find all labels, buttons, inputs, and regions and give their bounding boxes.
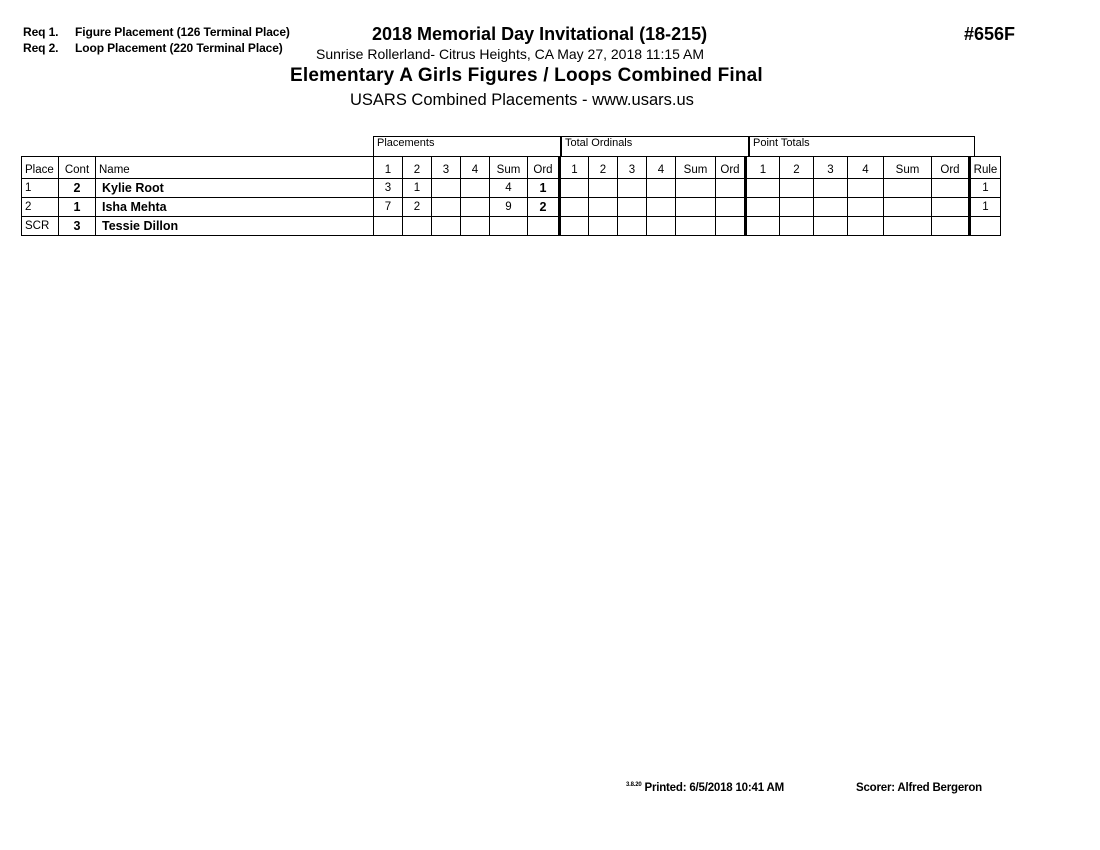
group-header-point-totals: Point Totals	[749, 136, 975, 156]
cell-points-sum	[884, 179, 932, 198]
cell-points-4	[848, 198, 884, 217]
version-number: 3.8.20	[626, 782, 642, 789]
cell-points-3	[814, 217, 848, 236]
cell-ordinal-1	[560, 217, 589, 236]
col-header-points-3: 3	[814, 157, 848, 179]
cell-ordinal-sum	[676, 179, 716, 198]
requirement-text: Figure Placement (126 Terminal Place)	[75, 25, 290, 39]
group-header-placements: Placements	[373, 136, 561, 156]
printed-line	[626, 782, 784, 794]
event-title: Elementary A Girls Figures / Loops Combined Final	[290, 65, 763, 86]
cell-cont: 1	[59, 198, 96, 217]
cell-rule: 1	[970, 179, 1001, 198]
table-header-row	[22, 157, 1001, 179]
col-header-placements-3: 3	[432, 157, 461, 179]
cell-placement-sum: 9	[490, 198, 528, 217]
cell-points-ord	[932, 217, 970, 236]
cell-place: 2	[22, 198, 59, 217]
cell-placement-2: 1	[403, 179, 432, 198]
col-header-placements-4: 4	[461, 157, 490, 179]
col-header-points-4: 4	[848, 157, 884, 179]
requirement-text: Loop Placement (220 Terminal Place)	[75, 41, 283, 55]
cell-placement-2: 2	[403, 198, 432, 217]
col-header-ordinals-3: 3	[618, 157, 647, 179]
col-header-ordinals-1: 1	[560, 157, 589, 179]
cell-points-sum	[884, 198, 932, 217]
venue-line: Sunrise Rollerland- Citrus Heights, CA May 27, 2018 11:15 AM	[316, 46, 705, 62]
col-header-ordinals-4: 4	[647, 157, 676, 179]
col-header-points-sum: Sum	[884, 157, 932, 179]
cell-placement-1: 7	[374, 198, 403, 217]
col-header-ordinals-sum: Sum	[676, 157, 716, 179]
cell-placement-4	[461, 179, 490, 198]
cell-placement-ord	[528, 217, 560, 236]
cell-place: 1	[22, 179, 59, 198]
cell-ordinal-1	[560, 179, 589, 198]
cell-points-1	[746, 198, 780, 217]
cell-points-1	[746, 179, 780, 198]
competition-title: 2018 Memorial Day Invitational (18-215)	[372, 24, 708, 44]
table-row	[22, 198, 1001, 217]
cell-name: Isha Mehta	[96, 198, 374, 217]
cell-ordinal-3	[618, 179, 647, 198]
cell-place: SCR	[22, 217, 59, 236]
table-row	[22, 217, 1001, 236]
cell-points-3	[814, 179, 848, 198]
cell-points-2	[780, 198, 814, 217]
col-header-ordinals-2: 2	[589, 157, 618, 179]
cell-placement-3	[432, 217, 461, 236]
col-header-ordinals-ord: Ord	[716, 157, 746, 179]
cell-cont: 2	[59, 179, 96, 198]
cell-ordinal-ord	[716, 198, 746, 217]
col-header-points-ord: Ord	[932, 157, 970, 179]
cell-points-3	[814, 198, 848, 217]
event-number: #656F	[964, 24, 1016, 44]
cell-ordinal-2	[589, 217, 618, 236]
cell-ordinal-1	[560, 198, 589, 217]
cell-points-ord	[932, 179, 970, 198]
cell-placement-sum	[490, 217, 528, 236]
scorer-line: Scorer: Alfred Bergeron	[856, 782, 982, 794]
col-header-points-2: 2	[780, 157, 814, 179]
cell-ordinal-2	[589, 198, 618, 217]
cell-placement-4	[461, 198, 490, 217]
cell-rule: 1	[970, 198, 1001, 217]
cell-points-2	[780, 179, 814, 198]
cell-placement-4	[461, 217, 490, 236]
cell-ordinal-ord	[716, 179, 746, 198]
page-subtitle: USARS Combined Placements - www.usars.us	[350, 91, 694, 109]
requirement-2	[23, 41, 283, 55]
cell-points-1	[746, 217, 780, 236]
cell-ordinal-3	[618, 198, 647, 217]
col-header-placements-1: 1	[374, 157, 403, 179]
cell-points-sum	[884, 217, 932, 236]
col-header-cont: Cont	[59, 157, 96, 179]
col-header-rule: Rule	[970, 157, 1001, 179]
cell-placement-ord: 2	[528, 198, 560, 217]
cell-ordinal-sum	[676, 217, 716, 236]
col-header-name: Name	[96, 157, 374, 179]
cell-ordinal-2	[589, 179, 618, 198]
table-row	[22, 179, 1001, 198]
col-header-placements-sum: Sum	[490, 157, 528, 179]
cell-placement-2	[403, 217, 432, 236]
cell-placement-3	[432, 198, 461, 217]
cell-name: Tessie Dillon	[96, 217, 374, 236]
cell-ordinal-4	[647, 179, 676, 198]
cell-ordinal-3	[618, 217, 647, 236]
cell-ordinal-4	[647, 198, 676, 217]
requirement-1	[23, 25, 290, 39]
cell-cont: 3	[59, 217, 96, 236]
cell-ordinal-4	[647, 217, 676, 236]
cell-placement-sum: 4	[490, 179, 528, 198]
cell-placement-ord: 1	[528, 179, 560, 198]
cell-points-ord	[932, 198, 970, 217]
cell-name: Kylie Root	[96, 179, 374, 198]
cell-placement-3	[432, 179, 461, 198]
printed-timestamp: Printed: 6/5/2018 10:41 AM	[644, 782, 784, 794]
cell-ordinal-ord	[716, 217, 746, 236]
group-header-total-ordinals: Total Ordinals	[561, 136, 749, 156]
col-header-place: Place	[22, 157, 59, 179]
results-table	[21, 156, 1001, 236]
cell-points-2	[780, 217, 814, 236]
col-header-placements-2: 2	[403, 157, 432, 179]
col-header-points-1: 1	[746, 157, 780, 179]
requirement-number: Req 2.	[23, 41, 59, 55]
requirement-number: Req 1.	[23, 25, 59, 39]
col-header-placements-ord: Ord	[528, 157, 560, 179]
cell-ordinal-sum	[676, 198, 716, 217]
cell-points-4	[848, 179, 884, 198]
cell-placement-1: 3	[374, 179, 403, 198]
cell-points-4	[848, 217, 884, 236]
cell-placement-1	[374, 217, 403, 236]
cell-rule	[970, 217, 1001, 236]
